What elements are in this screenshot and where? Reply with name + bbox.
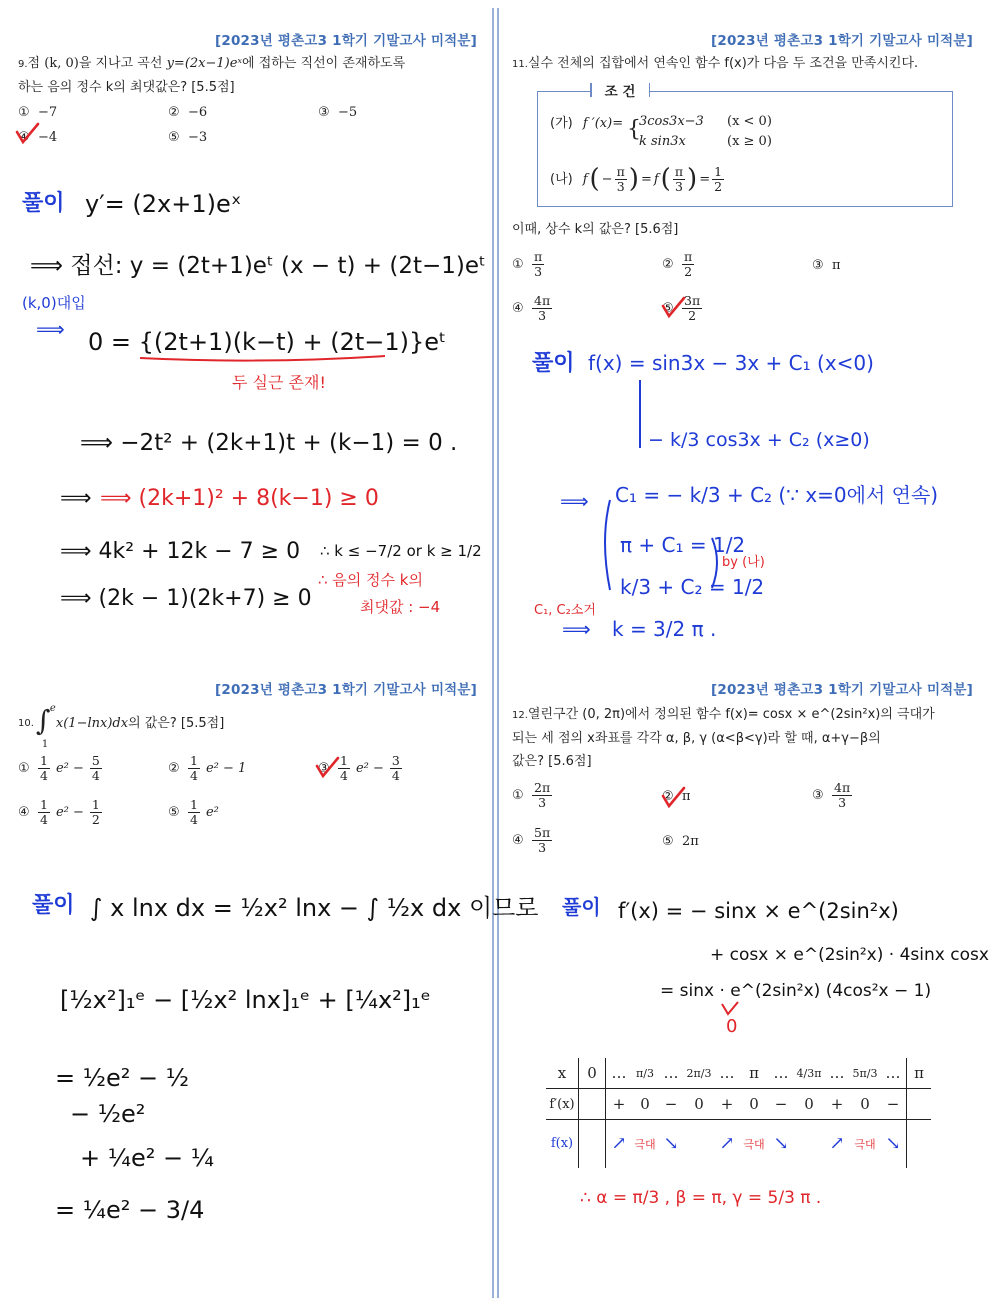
q9-curve: y=(2x−1)eˣ [166, 56, 243, 71]
arrow-icon: ⟹ [60, 486, 92, 511]
q9-line2: 하는 음의 정수 k의 최댓값은? [5.5점] [18, 80, 235, 95]
table-row [546, 1120, 931, 1168]
hw-line: ⟹ −2t² + (2k+1)t + (k−1) = 0 . [80, 430, 458, 456]
den: 2 [714, 179, 723, 194]
q11-option-5[interactable]: ⑤ $\frac{3\pi}{2}$ [662, 293, 701, 323]
checkmark-icon [314, 756, 340, 780]
table-cell: ↗ [829, 1133, 845, 1155]
hw-line: C₁ = − k/3 + C₂ (∵ x=0에서 연속) [615, 483, 939, 507]
den: 4 [190, 812, 198, 827]
arrow-icon: ⟹ [36, 317, 65, 341]
table-cell: 극대 [743, 1137, 765, 1151]
exam-header-q10: [2023년 평촌고3 1학기 기말고사 미적분] [215, 682, 478, 698]
table-cell: … [714, 1058, 740, 1089]
table-cell: ↘ [885, 1133, 901, 1155]
frac [712, 165, 724, 194]
arrow-icon: ⟹ [560, 489, 589, 513]
q12-handwritten-solution [500, 880, 990, 1050]
q12-option-1[interactable]: ① $\frac{2\pi}{3}$ [512, 780, 551, 810]
table-cell: x [546, 1058, 579, 1089]
hw-line: ⟹ (2k+1)² + 8(k−1) ≥ 0 [100, 486, 379, 511]
hw-note: (k,0)대입 [22, 294, 86, 312]
sol-label: 풀이 [32, 893, 75, 918]
q12-option-4[interactable]: ④ $\frac{5\pi}{3}$ [512, 825, 551, 855]
table-row [546, 1058, 931, 1089]
exam-header-q12: [2023년 평촌고3 1학기 기말고사 미적분] [711, 682, 974, 698]
q12-line2: 되는 세 점의 x좌표를 각각 α, β, γ (α<β<γ)라 할 때, α+γ−β의 [512, 731, 881, 746]
q9-option-1[interactable] [18, 105, 57, 120]
table-cell: + [824, 1089, 850, 1120]
hw-line: = ½e² − ½ [55, 1064, 190, 1092]
q9-text-mid: 을 지나고 곡선 [78, 56, 163, 71]
q9-option-2[interactable] [168, 105, 207, 120]
case-2: k sin3x [639, 134, 686, 149]
num: 1 [190, 753, 198, 768]
question-number: 9. [18, 59, 28, 70]
table-cell: ↘ [773, 1133, 789, 1155]
num: 5 [91, 753, 100, 768]
hw-line: = sinx · e^(2sin²x) (4cos²x − 1) [660, 981, 932, 1001]
num: π [684, 249, 693, 264]
table-cell: 극대 [854, 1137, 876, 1151]
den: 3 [538, 840, 547, 855]
den: 2 [688, 308, 697, 323]
hw-note: ∴ 음의 정수 k의 [318, 571, 423, 589]
hw-note: by (나) [722, 555, 765, 570]
num: 1 [40, 797, 48, 812]
q12-option-2[interactable]: ② π [662, 789, 691, 804]
rest: e² − [355, 761, 384, 776]
table-cell: π/3 [632, 1058, 658, 1089]
table-cell: π [740, 1058, 768, 1089]
hw-line: π + C₁ = 1/2 [620, 533, 746, 557]
table-cell: 0 [740, 1089, 768, 1120]
table-cell: 0 [579, 1058, 606, 1089]
den: 3 [534, 264, 543, 279]
q11-option-4[interactable]: ④ $\frac{4\pi}{3}$ [512, 293, 551, 323]
option-mark: ① [18, 105, 30, 120]
num: 1 [714, 164, 723, 179]
exam-header-q9: [2023년 평촌고3 1학기 기말고사 미적분] [215, 33, 478, 49]
q12-line3: 값은? [5.6점] [512, 754, 592, 769]
hw-line: + cosx × e^(2sin²x) · 4sinx cosx [710, 945, 989, 965]
cond-f: f [582, 172, 588, 187]
checkmark-icon [14, 122, 40, 146]
column-divider [492, 8, 499, 1298]
hw-note: C₁, C₂소거 [534, 603, 596, 618]
table-cell: ↘ [663, 1133, 679, 1155]
hw-note: 0 [726, 1016, 738, 1037]
q12-option-3[interactable]: ③ $\frac{4\pi}{3}$ [812, 780, 851, 810]
option-value: −5 [338, 105, 358, 120]
table-cell: … [606, 1058, 633, 1089]
table-cell [579, 1089, 606, 1120]
question-number: 12. [512, 710, 528, 721]
option-mark: ② [168, 105, 180, 120]
option-value: −6 [188, 105, 208, 120]
num: 3 [391, 753, 400, 768]
table-cell: 0 [794, 1089, 824, 1120]
table-cell [907, 1089, 932, 1120]
question-11 [512, 52, 982, 76]
hw-line: y′= (2x+1)eˣ [85, 190, 242, 218]
q11-question: 이때, 상수 k의 값은? [5.6점] [512, 222, 679, 237]
option-value: −3 [188, 130, 208, 145]
q9-handwritten-solution [0, 160, 490, 640]
den: 3 [538, 795, 547, 810]
table-cell: … [658, 1058, 684, 1089]
hw-line: + ¼e² − ¼ [80, 1144, 215, 1172]
den: 4 [190, 768, 198, 783]
den: 2 [684, 264, 693, 279]
q12-option-5[interactable]: ⑤ 2π [662, 834, 699, 849]
question-number: 11. [512, 59, 528, 70]
num: 3π [684, 293, 701, 308]
table-cell: − [880, 1089, 907, 1120]
arrow-icon: ⟹ [562, 617, 591, 641]
num: 2π [534, 780, 551, 795]
cond-label: (가) [550, 116, 573, 131]
exam-header-q11: [2023년 평촌고3 1학기 기말고사 미적분] [711, 33, 974, 49]
question-9 [18, 52, 488, 99]
checkmark-icon [660, 786, 686, 810]
num: 4π [534, 293, 551, 308]
condition-title: 조 건 [590, 80, 650, 100]
integral-sign: ∫ e 1 [34, 703, 56, 743]
brace-icon: { [627, 117, 641, 142]
hw-line: ⟹ 4k² + 12k − 7 ≥ 0 [60, 539, 301, 564]
option-mark: ④ [18, 130, 30, 145]
q9-point: (k, 0) [44, 56, 79, 71]
question-12 [512, 703, 982, 773]
hw-note: 두 실근 존재! [232, 373, 326, 392]
q9-option-5[interactable] [168, 130, 207, 145]
table-cell [579, 1120, 606, 1168]
hw-note: 최댓값 : −4 [360, 598, 441, 616]
frac: $\frac{\pi}{3}$ [674, 164, 684, 194]
table-cell: − [768, 1089, 794, 1120]
q11-option-2[interactable]: ② $\frac{\pi}{2}$ [662, 249, 693, 279]
q9-option-3[interactable] [318, 105, 357, 120]
table-cell [907, 1120, 932, 1168]
table-cell: 2π/3 [684, 1058, 714, 1089]
num: 4π [834, 780, 851, 795]
q10-option-4[interactable]: ④ $\frac{1}{4}$ e² − $\frac{1}{2}$ [18, 797, 100, 827]
q11-line1: 실수 전체의 집합에서 연속인 함수 f(x)가 다음 두 조건을 만족시킨다. [527, 56, 919, 71]
hw-line: 0 = {(2t+1)(k−t) + (2t−1)}eᵗ [88, 328, 447, 356]
rest: e² − [55, 805, 84, 820]
hw-line: k/3 + C₂ = 1/2 [620, 575, 765, 599]
table-cell: … [880, 1058, 907, 1089]
den: 2 [91, 812, 100, 827]
num: 1 [340, 753, 348, 768]
option-value: −4 [38, 130, 58, 145]
condition-a-cases [639, 112, 704, 152]
table-cell: 극대 [634, 1137, 656, 1151]
option-mark: ③ [318, 105, 330, 120]
table-cell: 0 [850, 1089, 880, 1120]
domain-2: (x ≥ 0) [727, 134, 772, 149]
option-value: π [682, 789, 691, 804]
hw-line: k = 3/2 π . [612, 617, 717, 641]
case-1: 3cos3x−3 [639, 114, 704, 129]
den: 3 [538, 308, 547, 323]
lower: 1 [41, 739, 49, 750]
cond-label: (나) [550, 172, 573, 187]
upper: e [49, 703, 56, 714]
q12-answer: ∴ α = π/3 , β = π, γ = 5/3 π . [580, 1188, 822, 1208]
num: π [534, 249, 543, 264]
option-value: −7 [38, 105, 58, 120]
hw-line: = ¼e² − 3/4 [55, 1196, 205, 1224]
q9-text-post: 에 접하는 직선이 존재하도록 [242, 56, 406, 71]
hw-line: f(x) = sin3x − 3x + C₁ (x<0) [588, 351, 874, 375]
option-value: 2π [682, 834, 699, 849]
q11-option-1[interactable]: ① $\frac{\pi}{3}$ [512, 249, 543, 279]
q10-option-3[interactable]: ③ $\frac{1}{4}$ e² − $\frac{3}{4}$ [318, 753, 400, 783]
table-cell [794, 1120, 824, 1168]
sol-label: 풀이 [562, 895, 601, 919]
table-cell: f(x) [550, 1136, 574, 1152]
rest: e² − [55, 761, 84, 776]
table-cell: f′(x) [546, 1089, 579, 1120]
num: 1 [91, 797, 100, 812]
table-cell: π [907, 1058, 932, 1089]
cond-lhs: f ′(x)= [582, 116, 624, 131]
hw-line: ∫ x lnx dx = ½x² lnx − ∫ ½x dx 이므로 [90, 894, 539, 922]
table-cell: 4/3π [794, 1058, 824, 1089]
hw-line: f′(x) = − sinx × e^(2sin²x) [618, 899, 899, 923]
table-cell: … [824, 1058, 850, 1089]
checkmark-icon [660, 296, 686, 320]
table-row [546, 1089, 931, 1120]
hw-line: ⟹ 접선: y = (2t+1)eᵗ (x − t) + (2t−1)eᵗ [30, 253, 486, 279]
den: 3 [838, 795, 847, 810]
den: 4 [40, 812, 48, 827]
den: 4 [391, 768, 400, 783]
rest: e² − 1 [205, 761, 247, 776]
table-cell: + [606, 1089, 633, 1120]
hw-line: ⟹ (2k − 1)(2k+7) ≥ 0 [60, 586, 312, 611]
table-cell [684, 1120, 714, 1168]
q12-line1: 열린구간 (0, 2π)에서 정의된 함수 f(x)= cosx × e^(2sin²x)의 극대가 [527, 707, 935, 722]
sol-label: 풀이 [22, 191, 65, 216]
q11-option-3[interactable]: ③ π [812, 258, 841, 273]
question-number: 10. [18, 717, 34, 729]
hw-line: − ½e² [70, 1100, 146, 1128]
rest: e² [205, 805, 219, 820]
den: 4 [91, 768, 100, 783]
hw-line: [½x²]₁ᵉ − [½x² lnx]₁ᵉ + [¼x²]₁ᵉ [60, 986, 431, 1014]
option-mark: ⑤ [168, 130, 180, 145]
q10-handwritten-solution [0, 860, 539, 1240]
q11-handwritten-solution [500, 330, 990, 660]
hw-note: ∴ k ≤ −7/2 or k ≥ 1/2 [320, 542, 482, 560]
frac: $\frac{\pi}{3}$ [616, 164, 625, 194]
table-cell: ↗ [719, 1133, 735, 1155]
q9-text: 점 [27, 56, 41, 71]
table-cell: − [658, 1089, 684, 1120]
table-cell: + [714, 1089, 740, 1120]
q10-option-2[interactable]: ② $\frac{1}{4}$ e² − 1 [168, 753, 247, 783]
q10-option-5[interactable]: ⑤ $\frac{1}{4}$ e² [168, 797, 219, 827]
table-cell: 0 [684, 1089, 714, 1120]
domain-1: (x < 0) [727, 114, 772, 129]
table-cell: 0 [632, 1089, 658, 1120]
condition-b: (나) f ( − $\frac{\pi}{3}$ ) = f ( $\frac{\pi}{3}$ ) = $\frac{1}{2}$ [550, 164, 723, 194]
hw-line: − k/3 cos3x + C₂ (x≥0) [648, 429, 870, 451]
num: 1 [40, 753, 48, 768]
integrand: x(1−lnx)dx [55, 715, 129, 731]
condition-a [550, 112, 623, 135]
q10-option-1[interactable]: ① $\frac{1}{4}$ e² − $\frac{5}{4}$ [18, 753, 100, 783]
question-10 [18, 703, 225, 750]
sign-table [546, 1058, 931, 1168]
den: 4 [340, 768, 348, 783]
table-cell: ↗ [606, 1120, 633, 1168]
option-value: π [832, 258, 841, 273]
num: 5π [534, 825, 551, 840]
table-cell: 5π/3 [850, 1058, 880, 1089]
sol-label: 풀이 [532, 351, 575, 376]
q10-text: 의 값은? [5.5점] [128, 715, 225, 731]
condition-a-domains [727, 112, 772, 152]
num: 1 [190, 797, 198, 812]
den: 4 [40, 768, 48, 783]
table-cell: … [768, 1058, 794, 1089]
